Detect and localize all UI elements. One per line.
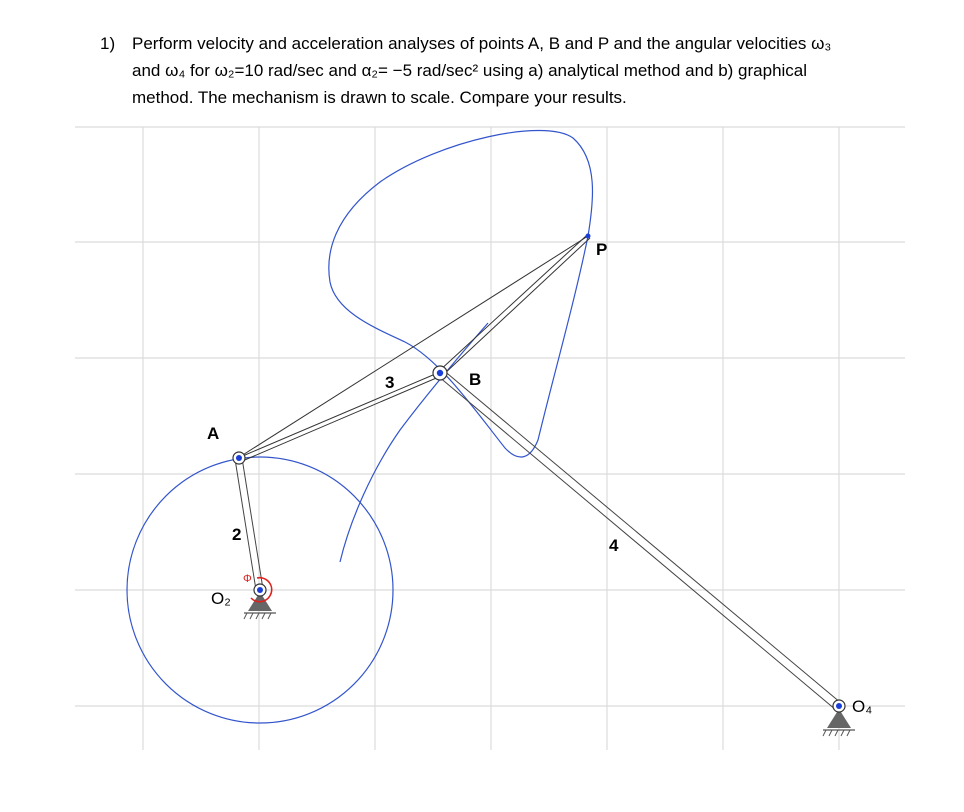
grid	[75, 127, 905, 750]
problem-line-3: method. The mechanism is drawn to scale. Compare your results.	[132, 88, 627, 107]
link-4-edge-bottom	[438, 376, 836, 710]
hatch-4	[841, 730, 844, 736]
label-link-3: 3	[385, 373, 395, 392]
joint-O4-inner	[836, 703, 842, 709]
problem-line-2: and ω₄ for ω₂=10 rad/sec and α₂= −5 rad/sec² using a) analytical method and b) graphical	[132, 61, 808, 80]
label-O4: O₄	[852, 697, 873, 716]
problem-number: 1)	[100, 34, 116, 53]
label-O2: O₂	[211, 589, 231, 608]
label-B: B	[469, 370, 482, 389]
joint-O4	[833, 700, 845, 712]
label-A: A	[207, 424, 220, 443]
joint-B	[433, 366, 447, 380]
ground-O4-hatch	[823, 730, 850, 736]
hatch-2	[829, 730, 832, 736]
joint-O2-inner	[257, 587, 263, 593]
coupler-curve-P	[329, 131, 593, 457]
joint-A-inner	[236, 455, 242, 461]
coupler-edge-A-B-lower	[240, 376, 441, 462]
link-4	[438, 369, 841, 710]
hatch-4	[262, 613, 265, 619]
link-4-edge-top	[442, 369, 841, 703]
joint-B-inner	[437, 370, 443, 376]
hatch-3	[835, 730, 838, 736]
link-3-coupler	[238, 236, 590, 462]
hatch-2	[250, 613, 253, 619]
hatch-1	[244, 613, 247, 619]
hatch-1	[823, 730, 826, 736]
point-P-marker	[586, 234, 591, 239]
joint-A	[233, 452, 245, 464]
hatch-5	[268, 613, 271, 619]
coupler-edge-B-P-left	[438, 236, 586, 372]
coupler-edge-A-B-upper	[238, 372, 440, 458]
angle-phi-label: Φ	[243, 573, 252, 585]
ground-O2-hatch	[244, 613, 271, 619]
problem-line-1: Perform velocity and acceleration analyses of points A, B and P and the angular velocities ω₃	[132, 34, 832, 53]
path-of-B-curve	[340, 323, 488, 562]
label-link-4: 4	[609, 536, 619, 555]
coupler-edge-A-P	[238, 236, 588, 458]
joint-O2	[254, 584, 266, 596]
label-link-2: 2	[232, 525, 242, 544]
hatch-5	[847, 730, 850, 736]
label-P: P	[596, 240, 608, 259]
coupler-edge-B-P-right	[443, 238, 590, 375]
